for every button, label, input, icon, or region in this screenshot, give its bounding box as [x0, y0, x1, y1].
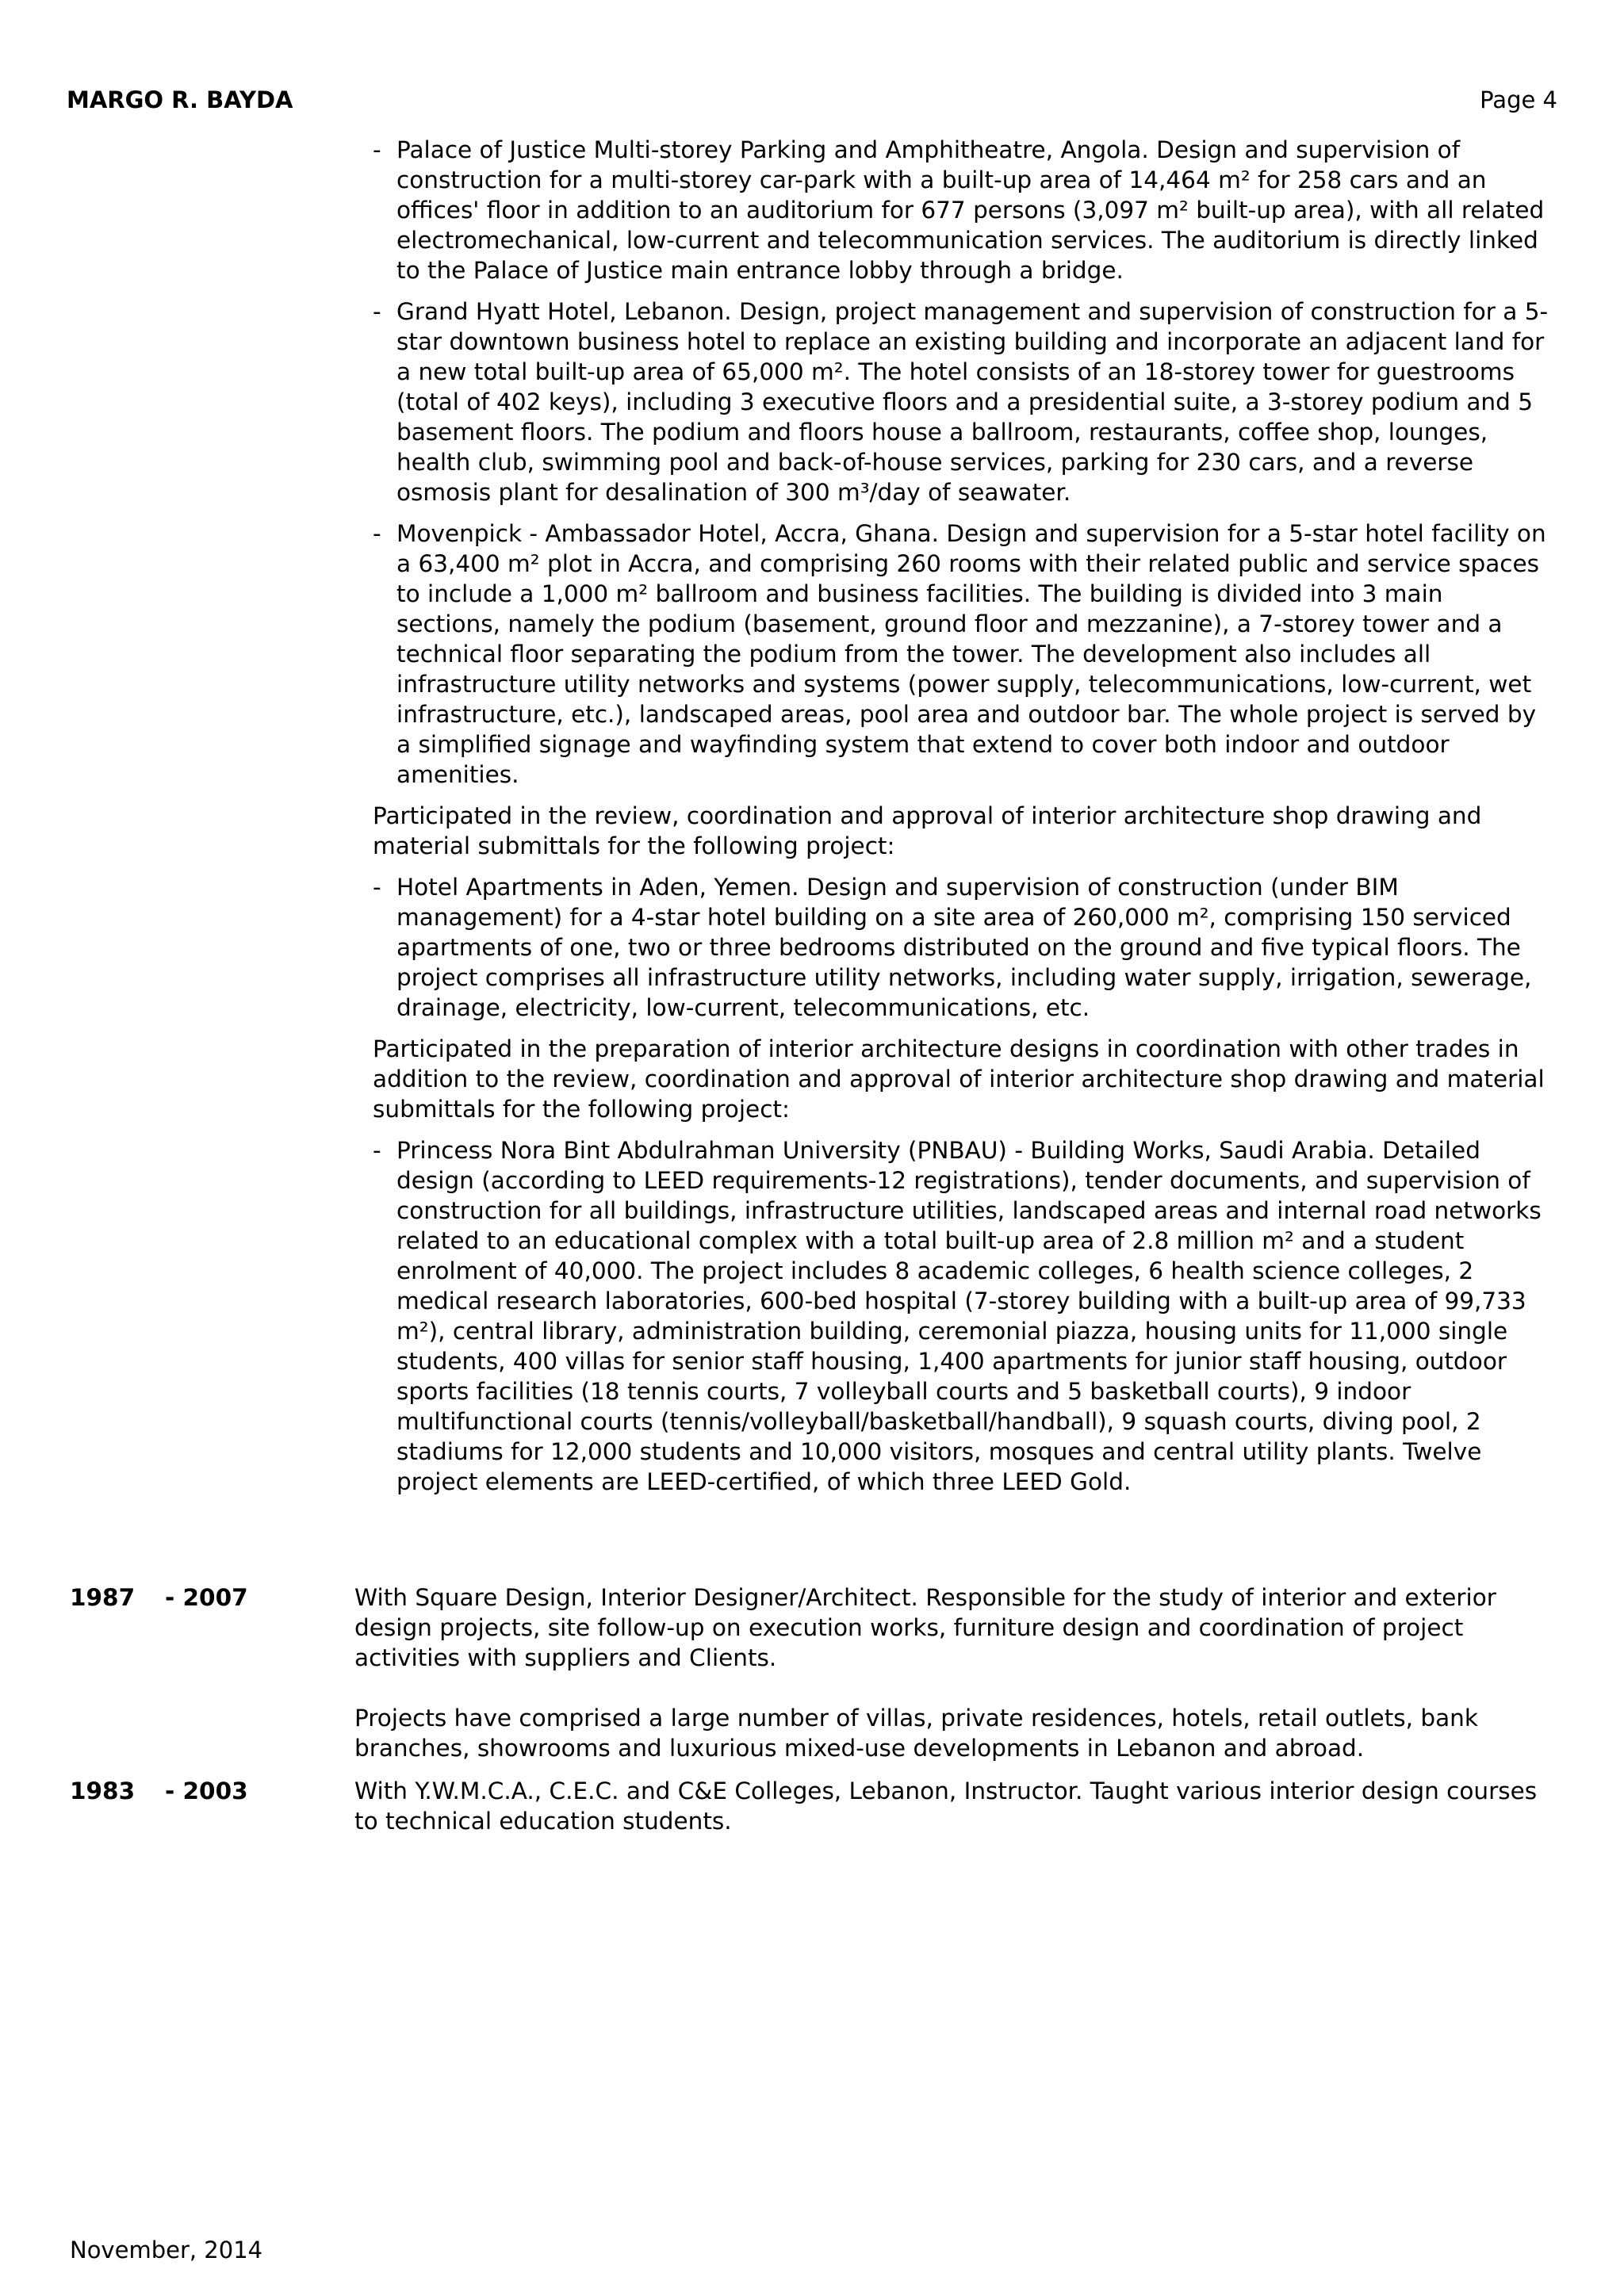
entry-description — [354, 1582, 1560, 1763]
project-list-section — [373, 135, 1553, 1508]
project-description: Grand Hyatt Hotel, Lebanon. Design, project management and supervision of construction for a 5-star downtown business hotel to replace an existing building and incorporate an adjacent land for a new total built-up area of 65,000 m². The hotel consists of an 18-storey tower for guestrooms (total of 402 keys), including 3 executive floors and a presidential suite, a 3-storey podium and 5 basement floors. The podium and floors house a ballroom, restaurants, coffee shop, lounges, health club, swimming pool and back-of-house services, parking for 230 cars, and a reverse osmosis plant for desalination of 300 m³/day of seawater. — [396, 298, 1549, 506]
project-description: Movenpick - Ambassador Hotel, Accra, Ghana. Design and supervision for a 5-star hotel facility on a 63,400 m² plot in Accra, and comprising 260 rooms with their related public and service spaces to include a 1,000 m² ballroom and business facilities. The building is divided into 3 main sections, namely the podium (basement, ground floor and mezzanine), a 7-storey tower and a technical floor separating the podium from the tower. The development also includes all infrastructure utility networks and systems (power supply, telecommunications, low-current, wet infrastructure, etc.), landscaped areas, pool area and outdoor bar. The whole project is served by a simplified signage and wayfinding system that extend to cover both indoor and outdoor amenities. — [396, 520, 1546, 788]
project-description: Palace of Justice Multi-storey Parking and Amphitheatre, Angola. Design and supervision of construction for a multi-storey car-park with a built-up area of 14,464 m² for 258 cars and an offices' floor in addition to an auditorium for 677 persons (3,097 m² built-up area), with all related electromechanical, low-current and telecommunication services. The auditorium is directly linked to the Palace of Justice main entrance lobby through a bridge. — [396, 136, 1545, 284]
entry-years — [70, 1776, 355, 1806]
project-item — [373, 135, 1553, 285]
project-item — [373, 872, 1553, 1023]
bullet-dash: - — [373, 136, 381, 163]
bullet-dash: - — [373, 298, 381, 325]
intro-paragraph: Participated in the review, coordination and approval of interior architecture shop drawing and material submittals for the following project: — [373, 802, 1482, 859]
bullet-dash: - — [373, 520, 381, 547]
project-item — [373, 297, 1553, 507]
entry-end-year: - 2003 — [165, 1777, 248, 1804]
project-item — [373, 1135, 1553, 1497]
project-description: Hotel Apartments in Aden, Yemen. Design and supervision of construction (under BIM management) for a 4-star hotel building on a site area of 260,000 m², comprising 150 serviced apartments of one, two or three bedrooms distributed on the ground and five typical floors. The project comprises all infrastructure utility networks, including water supply, irrigation, sewerage, drainage, electricity, low-current, telecommunications, etc. — [396, 874, 1532, 1021]
entry-paragraph: Projects have comprised a large number of villas, private residences, hotels, retail outlets, bank branches, showrooms and luxurious mixed-use developments in Lebanon and abroad. — [354, 1705, 1478, 1762]
intro-paragraph: Participated in the preparation of interior architecture designs in coordination with other trades in addition to the review, coordination and approval of interior architecture shop drawing and material submittals for the following project: — [373, 1035, 1545, 1123]
project-item — [373, 519, 1553, 790]
entry-paragraph: With Square Design, Interior Designer/Architect. Responsible for the study of interior and exterior design projects, site follow-up on execution works, furniture design and coordination of project activities with suppliers and Clients. — [354, 1584, 1496, 1671]
entry-paragraph: With Y.W.M.C.A., C.E.C. and C&E Colleges, Lebanon, Instructor. Taught various interior design courses to technical education students. — [354, 1777, 1538, 1835]
entry-start-year: 1983 — [70, 1777, 136, 1804]
entry-years — [70, 1582, 355, 1613]
bullet-dash: - — [373, 1137, 381, 1164]
footer-date: November, 2014 — [70, 2237, 263, 2263]
project-description: Princess Nora Bint Abdulrahman University (PNBAU) - Building Works, Saudi Arabia. Detailed design (according to LEED requirements-12 registrations), tender documents, and supervision of construction for all buildings, infrastructure utilities, landscaped areas and internal road networks related to an educational complex with a total built-up area of 2.8 million m² and a student enrolment of 40,000. The project includes 8 academic colleges, 6 health science colleges, 2 medical research laboratories, 600-bed hospital (7-storey building with a built-up area of 99,733 m²), central library, administration building, ceremonial piazza, housing units for 11,000 single students, 400 villas for senior staff housing, 1,400 apartments for junior staff housing, outdoor sports facilities (18 tennis courts, 7 volleyball courts and 5 basketball courts), 9 indoor multifunctional courts (tennis/volleyball/basketball/handball), 9 squash courts, diving pool, 2 stadiums for 12,000 students and 10,000 visitors, mosques and central utility plants. Twelve project elements are LEED-certified, of which three LEED Gold. — [396, 1137, 1542, 1495]
page-number: Page 4 — [1480, 86, 1557, 113]
bullet-dash: - — [373, 874, 381, 901]
cv-owner-name: MARGO R. BAYDA — [67, 86, 293, 113]
entry-end-year: - 2007 — [165, 1584, 248, 1611]
entry-description — [354, 1776, 1560, 1836]
entry-start-year: 1987 — [70, 1584, 136, 1611]
